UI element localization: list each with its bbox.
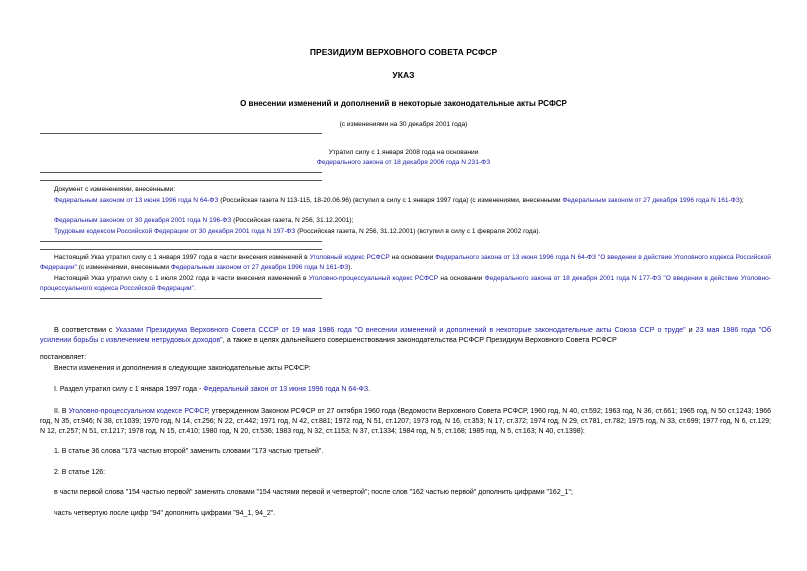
lapse-law-link[interactable]: Федерального закона от 18 декабря 2006 года N 231-ФЗ [316,159,491,166]
law-link[interactable]: Федерального закона от 13 июня 1996 года N 64-ФЗ [435,254,596,261]
section-2: II. В Уголовно-процессуальном кодексе РСФСР, утвержденном Законом РСФСР от 27 октября 1960 года (Ведомости Верховного Совета РСФСР, 1960 год, N 40, ст.592; 1963 год, N 36, ст.661; 1965 год, N 50 ст.1243; 1966 год, N 35, ст.946; N 38, ст.1039; 1970 год, N 14, ст.256; N 22, ст.442; 1971 год, N 42, ст.881; 1972 год, N 51, ст.1207; 1973 год, N 16, ст.353; N 17, ст.372; 1974 год, N 29, ст.781, ст.782; 1975 год, N 33, ст.699; 1977 год, N 6, ст.129; N 12, ст.257; N 51, ст.1217; 1978 год, N 15, ст.410; 1980 год, N 20, ст.536; 1983 год, N 32, ст.1153; N 37, ст.1334; 1984 год, N 5, ст.168; 1985 год, N 5, ст.163; N 40, ст.1398): [40,408,771,435]
change-item: Федеральным законом от 13 июня 1996 года N 64-ФЗ (Российская газета N 113-115, 18-20.06.96) (вступил в силу с 1 января 1997 года) (с изменениями, внесенными Федеральным законом от 27 декабря 1996 года N 161-ФЗ); [54,197,744,204]
divider [40,298,322,299]
item-2-part-4: часть четвертую после цифр "94" дополнить цифрами "94_1, 94_2". [54,510,276,517]
procedure-code-link[interactable]: Уголовно-процессуальный кодекс РСФСР [308,275,439,282]
divider [40,172,322,173]
item-2-part-1: в части первой слова "154 частью первой" заменить словами "154 частями первой и четвертой"; после слов "162 частью первой" дополнить цифрами "162_1"; [54,489,573,496]
lapse-note: Утратил силу с 1 января 2008 года на основании [328,149,479,156]
ussr-decree-link[interactable]: Указами Президиума Верховного Совета СССР от 19 мая 1986 года "О внесении изменений и дополнений в некоторые законодательные акты Союза ССР о труде" [115,325,686,334]
issuer-heading: ПРЕЗИДИУМ ВЕРХОВНОГО СОВЕТА РСФСР [309,47,498,57]
lapse-note-link-row [0,159,807,166]
divider [40,249,322,250]
amending-law-link[interactable]: Федеральным законом от 13 июня 1996 года N 64-ФЗ [54,197,219,204]
law-link[interactable]: Федеральный закон от 13 июня 1996 года N 64-ФЗ [203,386,369,393]
ussr-decree-link[interactable]: 23 мая 1986 года "Об усилении борьбы с извлечением нетрудовых доходов" [40,325,771,344]
lapse-note-procedure-code: Настоящий Указ утратил силу с 1 июля 2002 года в части внесения изменений в Уголовно-процессуальный кодекс РСФСР на основании Федерального закона от 18 декабря 2001 года N 177-ФЗ "О введении в действие Уголовно-процессуального кодекса Российской Федерации". [40,275,771,292]
law-link[interactable]: Федерального закона от 18 декабря 2001 года N 177-ФЗ [484,275,662,282]
item-2: 2. В статье 126: [54,469,106,476]
change-item: Трудовым кодексом Российской Федерации от 30 декабря 2001 года N 197-ФЗ (Российская газета, N 256, 31.12.2001) (вступил в силу с 1 февраля 2002 года). [54,228,541,235]
item-1: 1. В статье 36 слова "173 частью второй" заменить словами "173 частью третьей". [54,448,324,455]
amendment-instruction: Внести изменения и дополнения в следующие законодательные акты РСФСР: [54,365,311,372]
amending-law-link[interactable]: Федеральным законом от 27 декабря 1996 года N 161-ФЗ [562,197,740,204]
change-item: Федеральным законом от 30 декабря 2001 года N 196-ФЗ (Российская газета, N 256, 31.12.2001); [54,217,354,224]
procedure-code-link[interactable]: Уголовно-процессуальном кодексе РСФСР [68,408,208,415]
lapse-note-criminal-code: Настоящий Указ утратил силу с 1 января 1997 года в части внесения изменений в Уголовный кодекс РСФСР на основании Федерального закона от 13 июня 1996 года N 64-ФЗ "О введении в действие Уголовного кодекса Российской Федерации" (с изменениями, внесенными Федеральным законом от 27 декабря 1996 года N 161-ФЗ). [40,254,771,271]
criminal-code-link[interactable]: Уголовный кодекс РСФСР [309,254,390,261]
amending-law-link[interactable]: Федеральным законом от 30 декабря 2001 года N 196-ФЗ [54,217,232,224]
labor-code-link[interactable]: Трудовым кодексом Российской Федерации от 30 декабря 2001 года N 197-ФЗ [54,228,296,235]
law-link[interactable]: Федеральным законом от 27 декабря 1996 года N 161-ФЗ [170,263,349,271]
changes-intro: Документ с изменениями, внесенными: [54,186,176,193]
section-1: I. Раздел утратил силу с 1 января 1997 года - Федеральный закон от 13 июня 1996 года N 64-ФЗ. [54,386,371,393]
law-title-link[interactable]: "О введении в действие Уголовного кодекса Российской Федерации" [40,254,771,271]
document-type: УКАЗ [392,70,415,80]
preamble: В соответствии с Указами Президиума Верховного Совета СССР от 19 мая 1986 года "О внесении изменений и дополнений в некоторые законодательные акты Союза ССР о труде" и 23 мая 1986 года "Об усилении борьбы с извлечением нетрудовых доходов", а также в целях дальнейшего совершенствования законодательства РСФСР Президиум Верховного Совета РСФСР [40,325,771,344]
amendment-note: (с изменениями на 30 декабря 2001 года) [339,121,468,128]
divider [40,133,322,134]
decrees-word: постановляет: [40,354,87,361]
document-title: О внесении изменений и дополнений в некоторые законодательные акты РСФСР [240,99,567,108]
divider [40,180,322,181]
law-title-link[interactable]: "О введении в действие Уголовно-процессуального кодекса Российской Федерации" [40,275,771,292]
divider [40,241,322,242]
